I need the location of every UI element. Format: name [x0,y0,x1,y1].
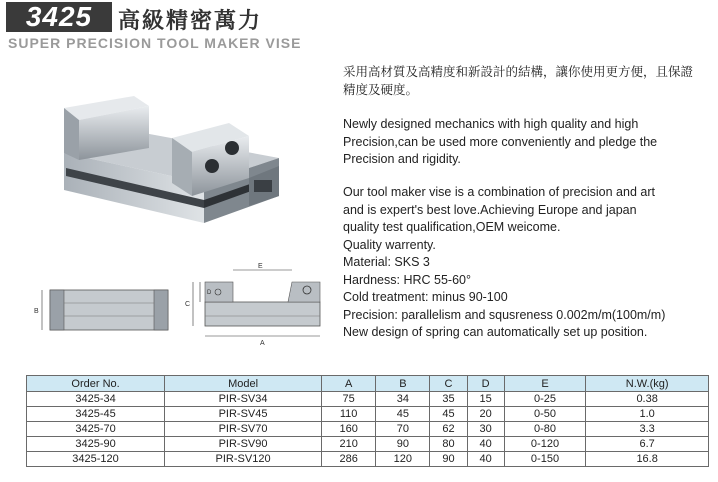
description-line: Our tool maker vise is a combination of precision and art [343,185,655,199]
cell-b: 45 [376,407,430,422]
table-row [27,392,709,407]
cell-b: 34 [376,392,430,407]
col-header-b: B [376,376,430,392]
cell-b: 70 [376,422,430,437]
cell-a: 110 [322,407,376,422]
spec-cold-treatment: Cold treatment: minus 90-100 [343,290,508,304]
cell-c: 62 [430,422,467,437]
dim-label-b: B [34,308,39,315]
spec-spring: New design of spring can automatically set up position. [343,325,648,339]
cell-model: PIR-SV34 [165,392,322,407]
cell-c: 45 [430,407,467,422]
description-line: Newly designed mechanics with high quality and high [343,117,639,131]
cell-d: 20 [467,407,504,422]
spec-hardness: Hardness: HRC 55-60° [343,272,471,287]
spec-precision: Precision: parallelism and squsreness 0.002m/m(100m/m) [343,307,666,322]
cell-c: 80 [430,437,467,452]
cell-order-no: 3425-90 [27,437,165,452]
dim-label-c: C [185,301,191,308]
table-row [27,407,709,422]
spec-material: Material: SKS 3 [343,255,430,269]
description-cn-line: 采用高材質及高精度和新設計的結構，讓你使用更方便，且保證 [343,65,694,79]
table-row [27,437,709,452]
cell-order-no: 3425-45 [27,407,165,422]
cell-model: PIR-SV70 [165,422,322,437]
cell-model: PIR-SV45 [165,407,322,422]
table-row [27,452,709,467]
cell-c: 35 [430,392,467,407]
page-title-en: SUPER PRECISION TOOL MAKER VISE [8,35,302,51]
cell-weight: 6.7 [586,437,709,452]
description-line: and is expert's best love.Achieving Europe and japan [343,202,637,217]
cell-a: 160 [322,422,376,437]
cell-model: PIR-SV120 [165,452,322,467]
col-header-model: Model [165,376,322,392]
col-header-weight: N.W.(kg) [586,376,709,392]
description-line: Quality warrenty. [343,237,436,252]
description-line: quality test qualification,OEM weicome. [343,220,561,234]
cell-e: 0-50 [504,407,586,422]
cell-a: 210 [322,437,376,452]
dim-label-a: A [260,340,265,347]
cell-b: 120 [376,452,430,467]
cell-e: 0-25 [504,392,586,407]
cell-d: 15 [467,392,504,407]
col-header-d: D [467,376,504,392]
cell-e: 0-80 [504,422,586,437]
table-row [27,422,709,437]
cell-weight: 1.0 [586,407,709,422]
description-en-1 [343,116,657,169]
cell-d: 40 [467,437,504,452]
cell-c: 90 [430,452,467,467]
cell-order-no: 3425-70 [27,422,165,437]
cell-weight: 0.38 [586,392,709,407]
description-en-2 [343,184,665,342]
description-cn [343,64,693,99]
cell-e: 0-120 [504,437,586,452]
cell-d: 30 [467,422,504,437]
description-line: Precision,can be used more conveniently and pledge the [343,134,658,149]
col-header-a: A [322,376,376,392]
cell-d: 40 [467,452,504,467]
cell-weight: 3.3 [586,422,709,437]
cell-order-no: 3425-34 [27,392,165,407]
dimension-drawing [30,258,330,348]
cell-order-no: 3425-120 [27,452,165,467]
cell-weight: 16.8 [586,452,709,467]
page-title-cn: 高級精密萬力 [118,9,263,34]
cell-model: PIR-SV90 [165,437,322,452]
model-number-badge: 3425 [6,2,112,32]
cell-a: 75 [322,392,376,407]
vise-photo [54,78,284,228]
cell-b: 90 [376,437,430,452]
cell-a: 286 [322,452,376,467]
description-cn-line: 精度及硬度。 [343,82,419,97]
table-header-row [27,376,709,392]
spec-table [26,375,709,467]
dim-label-e: E [258,263,263,270]
col-header-e: E [504,376,586,392]
col-header-c: C [430,376,467,392]
description-line: Precision and rigidity. [343,152,461,166]
dim-label-d: D [207,290,212,296]
cell-e: 0-150 [504,452,586,467]
col-header-order-no: Order No. [27,376,165,392]
